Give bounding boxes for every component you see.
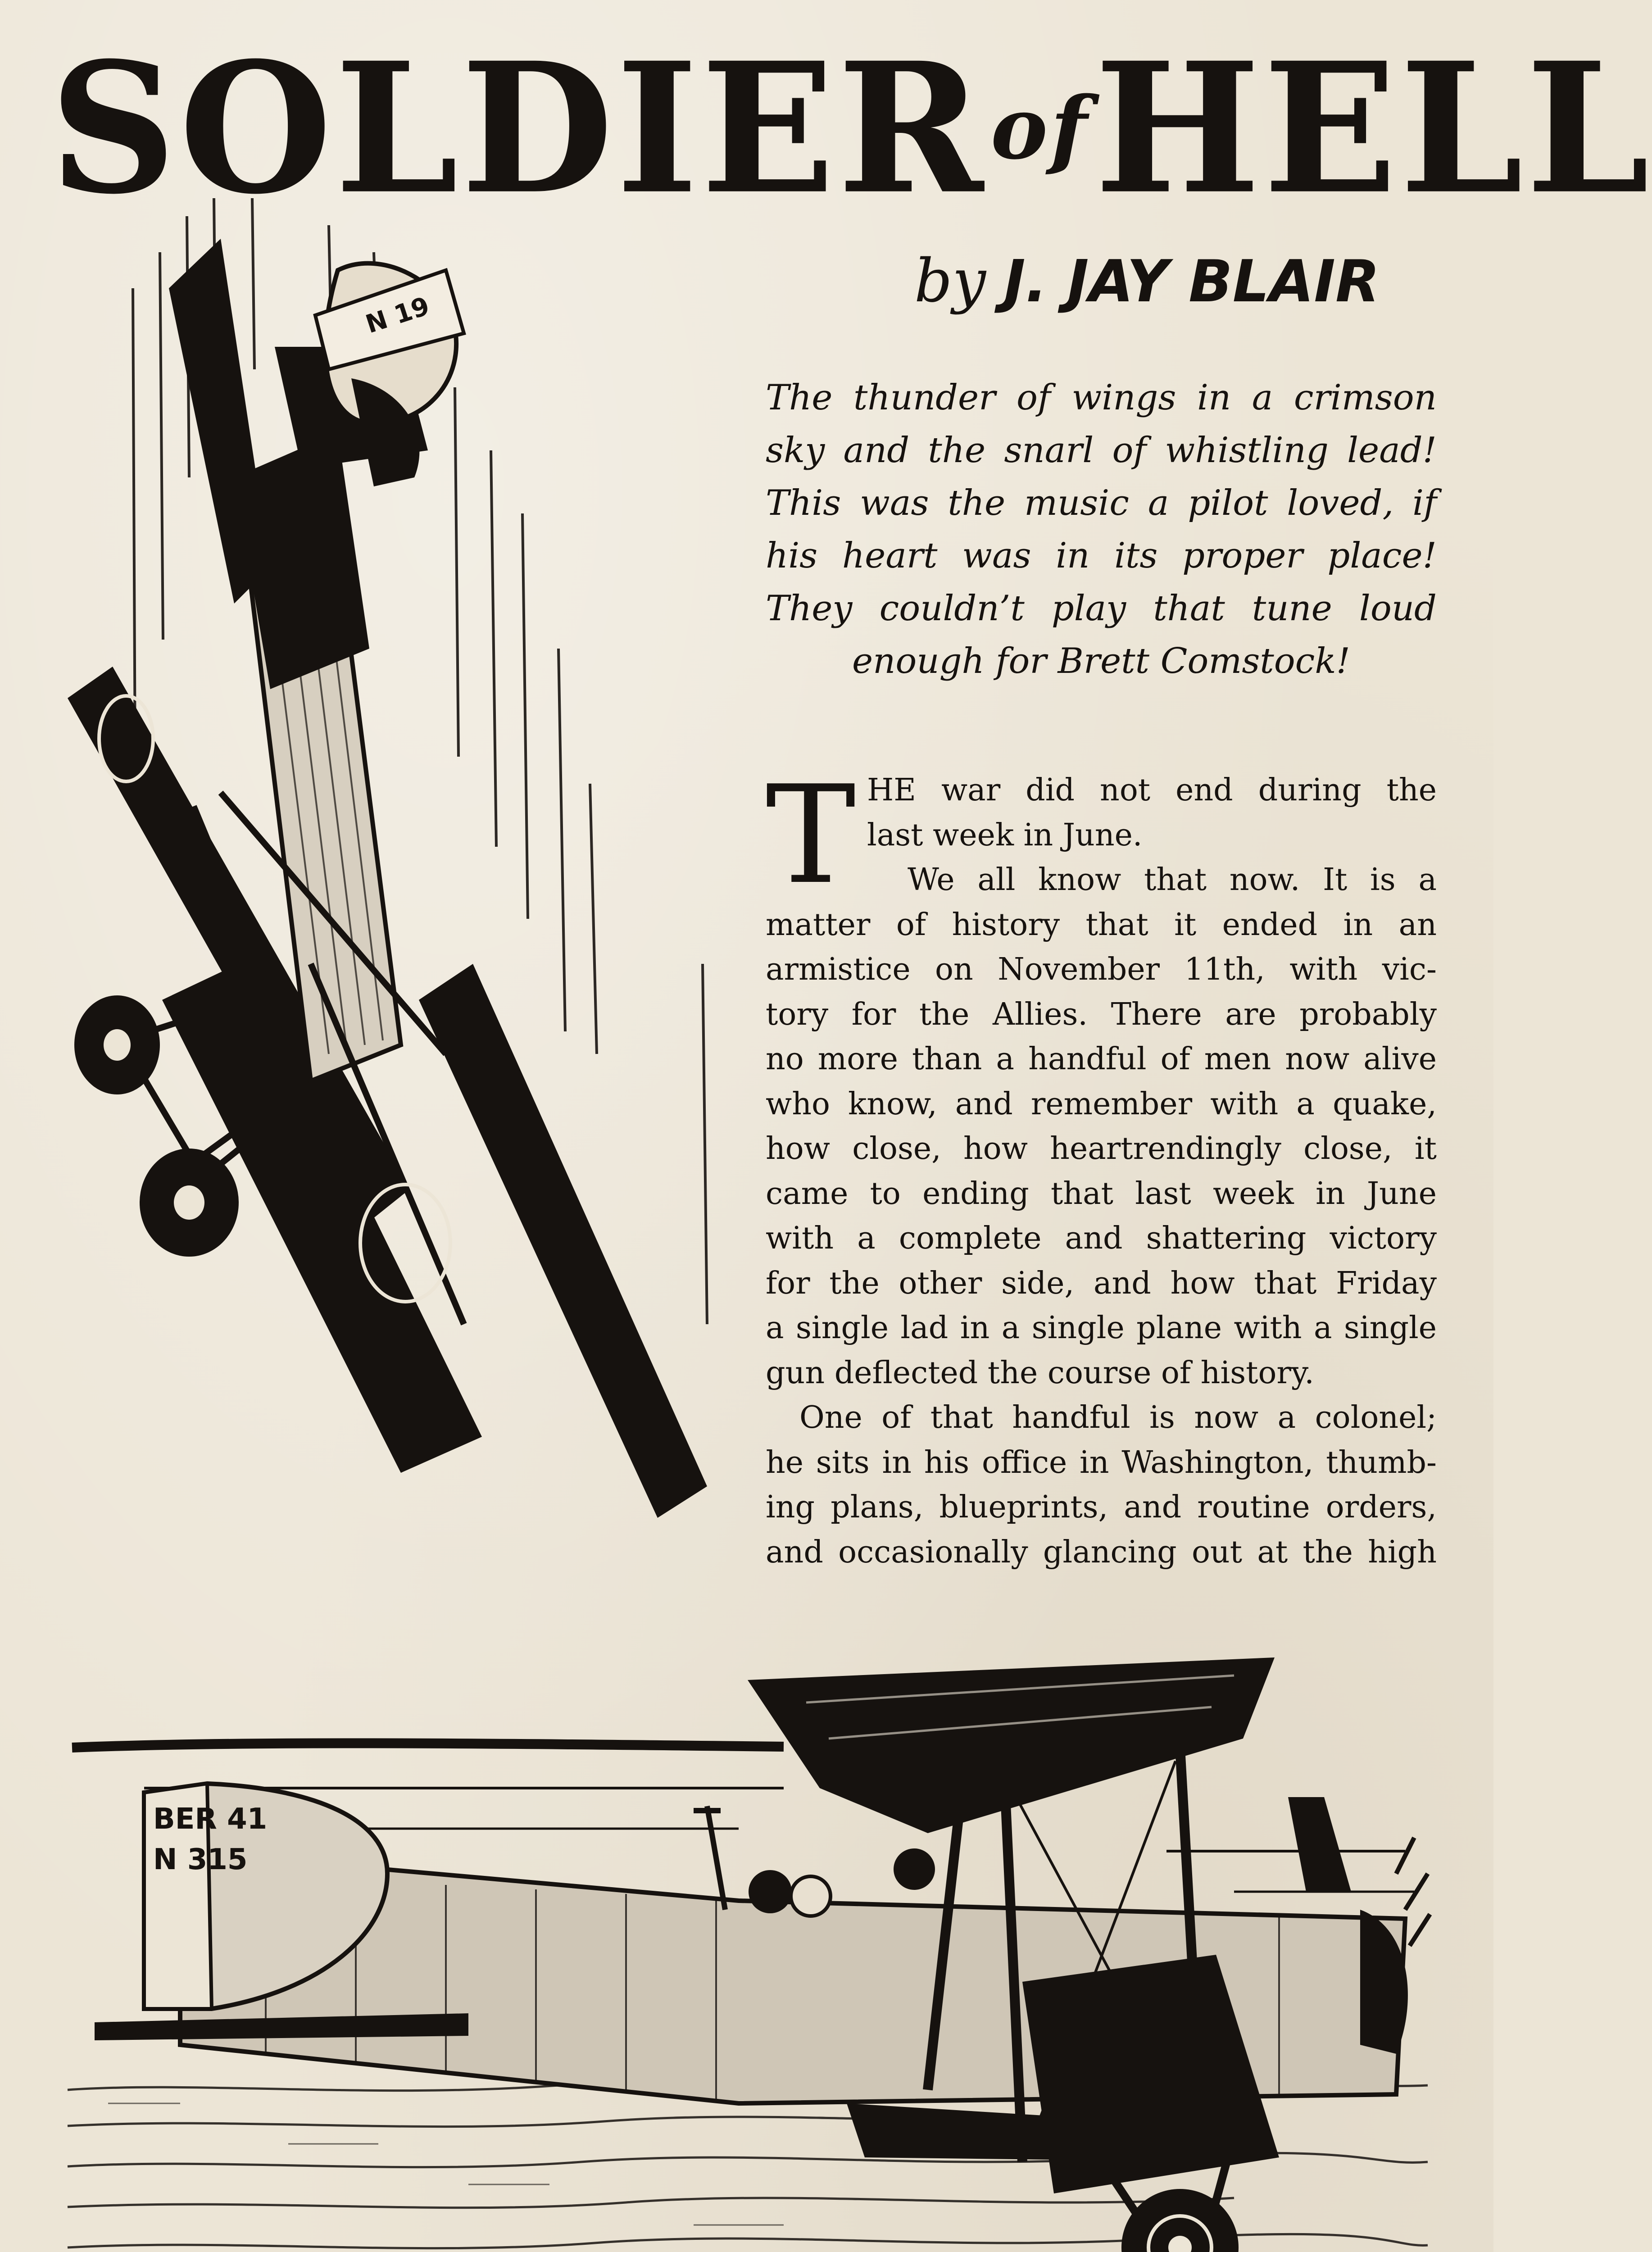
byline-author: J. JAY BLAIR: [1004, 248, 1380, 315]
top-plane-marking: N 19: [362, 291, 433, 340]
story-title: [50, 23, 1652, 234]
bottom-plane-marking-1: BER 41: [153, 1803, 268, 1836]
grounded-biplane-illustration: [63, 1639, 1432, 2252]
intro-line: his heart was in its proper place!: [766, 536, 1437, 576]
body-line: ing plans, blueprints, and routine orders,: [766, 1489, 1437, 1525]
byline-prefix: by: [914, 246, 986, 316]
body-line: HE war did not end during the: [867, 772, 1437, 808]
title-of: of: [990, 78, 1090, 178]
body-line: no more than a handful of men now alive: [766, 1041, 1437, 1077]
body-line: for the other side, and how that Friday: [766, 1265, 1437, 1301]
intro-line: enough for Brett Comstock!: [852, 641, 1350, 681]
body-line: with a complete and shattering victory: [766, 1221, 1437, 1256]
drop-cap: T: [766, 757, 856, 914]
body-line: a single lad in a single plane with a single: [766, 1310, 1437, 1346]
body-line: One of that handful is now a colonel;: [799, 1400, 1437, 1435]
intro-line: sky and the snarl of whistling lead!: [766, 430, 1437, 471]
body-line: he sits in his office in Washington, thumb-: [766, 1444, 1437, 1480]
body-line: came to ending that last week in June: [766, 1176, 1437, 1212]
title-hell: HELL: [1094, 23, 1652, 234]
intro-line: The thunder of wings in a crimson: [766, 377, 1437, 418]
body-line: last week in June.: [867, 817, 1143, 853]
intro-line: This was the music a pilot loved, if: [766, 483, 1437, 523]
title-soldier: SOLDIER: [50, 23, 986, 234]
diving-biplane-drawing: [59, 198, 721, 1527]
story-body: [766, 757, 1437, 1575]
story-intro: [766, 372, 1437, 688]
body-line: armistice on November 11th, with vic-: [766, 952, 1437, 987]
body-line: gun deflected the course of history.: [766, 1355, 1314, 1391]
body-line: and occasionally glancing out at the high: [766, 1534, 1437, 1570]
diving-biplane-illustration: [59, 198, 721, 1527]
byline: [914, 245, 1455, 336]
intro-line: They couldn’t play that tune loud: [766, 588, 1437, 629]
body-line: We all know that now. It is a: [908, 862, 1437, 898]
body-line: who know, and remember with a quake,: [766, 1086, 1437, 1122]
bottom-plane-marking-2: N 315: [153, 1843, 248, 1876]
body-line: how close, how heartrendingly close, it: [766, 1131, 1437, 1167]
body-line: tory for the Allies. There are probably: [766, 996, 1437, 1032]
grounded-biplane-drawing: [63, 1639, 1432, 2252]
body-line: matter of history that it ended in an: [766, 907, 1437, 943]
